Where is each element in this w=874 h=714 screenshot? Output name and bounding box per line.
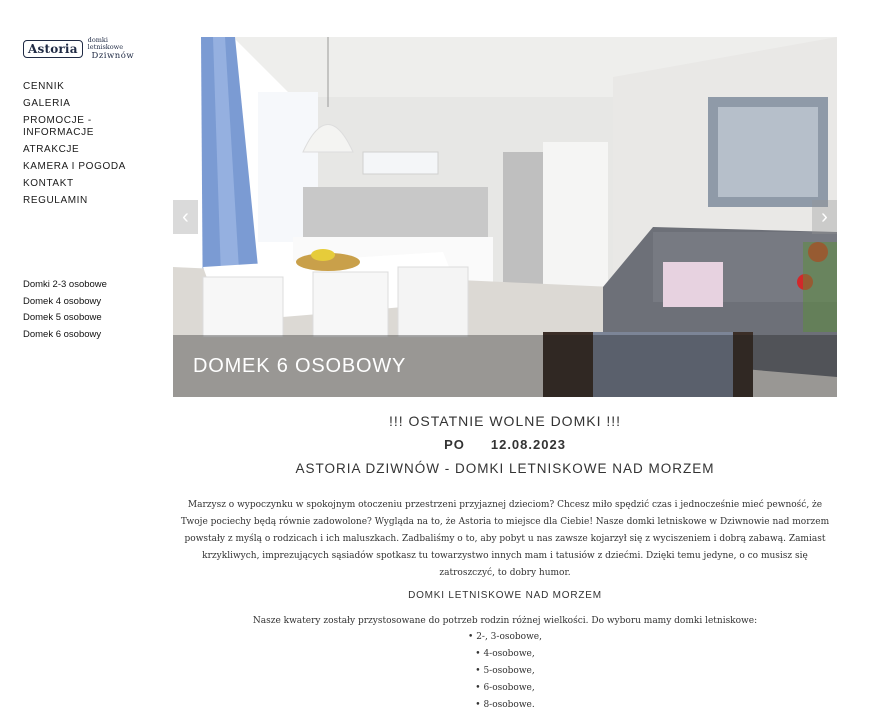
houses-list (23, 279, 163, 341)
main-nav (23, 81, 163, 212)
nav-item-cennik[interactable]: CENNIK (23, 81, 65, 92)
house-link-6[interactable]: Domek 6 osobowy (23, 329, 102, 341)
nav-item-kamera[interactable]: KAMERA I POGODA (23, 161, 126, 172)
nav-item-galeria[interactable]: GALERIA (23, 98, 71, 109)
logo-city: Dziwnów (91, 51, 135, 62)
date-value: 12.08.2023 (490, 437, 566, 452)
date-prefix: PO (444, 437, 465, 452)
offer-heading: !!! OSTATNIE WOLNE DOMKI !!! (388, 413, 622, 429)
nav-item-atrakcje[interactable]: ATRAKCJE (23, 144, 80, 155)
list-item: • 5-osobowe, (173, 663, 837, 680)
intro-paragraph: Marzysz o wypoczynku w spokojnym otoczeniu przestrzeni przyjaznej dzieciom? Chcesz miło spędzić czas i jednocześnie mieć pewność, że Twoje pociechy będą równie zadowolone? Wygląda na to, że Astoria to miejsce dla Ciebie! Nasze domki letniskowe w Dziwnowie nad morzem powstały z myślą o rodzicach i ich maluszkach. Zadbaliśmy o to, aby pobyt u nas zawsze kojarzył się z wyciszeniem i dobrą zabawą. Zamiast krzykliwych, imprezujących sąsiadów spotkasz tu towarzystwo innych mam i tatusiów z dziećmi. Dzięki temu jedyne, o co musisz się zatroszczyć, to dobry humor. (180, 500, 830, 578)
slider-prev-button[interactable]: ‹ (173, 200, 198, 234)
logo-name: Astoria (23, 40, 83, 58)
list-item: • 8-osobowe. (173, 697, 837, 714)
list-item: • 4-osobowe, (173, 646, 837, 663)
house-link-4[interactable]: Domek 4 osobowy (23, 295, 102, 307)
slider-next-button[interactable]: › (812, 200, 837, 234)
subheading: DOMKI LETNISKOWE NAD MORZEM (408, 590, 602, 601)
main-content (173, 410, 837, 714)
date-heading (173, 434, 837, 456)
site-logo[interactable] (23, 38, 138, 60)
image-slider (173, 37, 837, 397)
house-link-2-3[interactable]: Domki 2-3 osobowe (23, 279, 107, 290)
slide-caption: DOMEK 6 OSOBOWY (193, 355, 407, 377)
nav-item-regulamin[interactable]: REGULAMIN (23, 195, 88, 206)
house-link-5[interactable]: Domek 5 osobowe (23, 312, 102, 324)
sidebar (0, 0, 170, 700)
nav-item-kontakt[interactable]: KONTAKT (23, 178, 74, 189)
house-size-list (173, 629, 837, 714)
list-item: • 6-osobowe, (173, 680, 837, 697)
page-title: ASTORIA DZIWNÓW - DOMKI LETNISKOWE NAD MORZEM (295, 461, 715, 476)
list-item: • 2-, 3-osobowe, (173, 629, 837, 646)
logo-side (88, 37, 138, 61)
nav-item-promocje[interactable]: PROMOCJE - INFORMACJE (23, 115, 94, 138)
logo-tagline: domki letniskowe (87, 36, 124, 51)
houses-paragraph: Nasze kwatery zostały przystosowane do potrzeb rodzin różnej wielkości. Do wyboru mamy domki letniskowe: (252, 616, 758, 626)
